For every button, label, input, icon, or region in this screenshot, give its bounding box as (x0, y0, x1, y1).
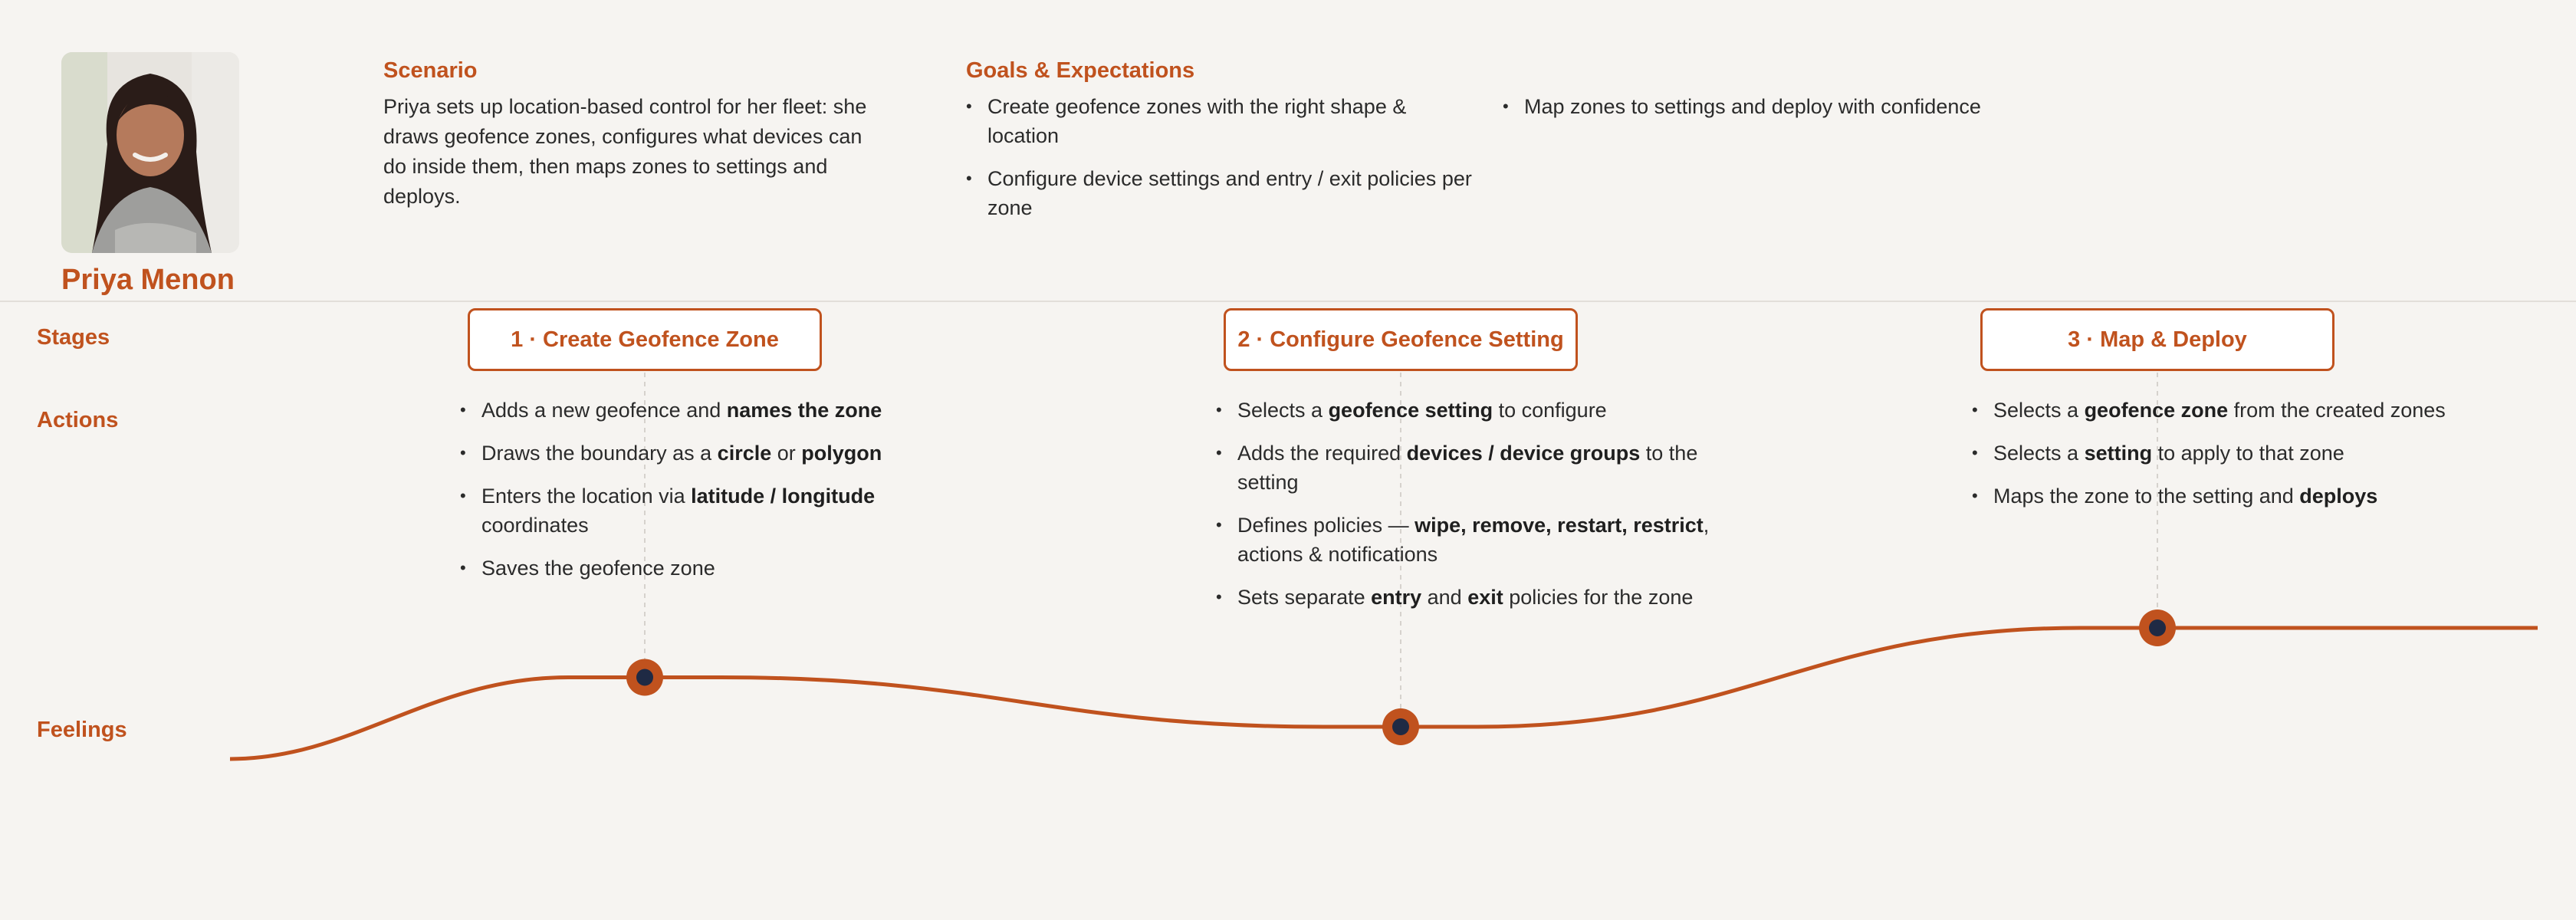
stage-3-actions (1972, 396, 2524, 524)
goals-title: Goals & Expectations (966, 58, 1195, 83)
row-label-actions: Actions (37, 408, 119, 432)
row-label-feelings: Feelings (37, 718, 127, 742)
stage-1-box: 1 · Create Geofence Zone (468, 308, 822, 371)
persona-name: Priya Menon (61, 264, 235, 296)
action-item: • Sets separate entry and exit policies for the zone (1216, 583, 1745, 612)
feeling-marker (2139, 610, 2176, 646)
action-item: • Adds a new geofence and names the zone (460, 396, 935, 425)
action-item: • Enters the location via latitude / longitude coordinates (460, 481, 935, 540)
stage-2-box: 2 · Configure Geofence Setting (1224, 308, 1578, 371)
stage-3-box: 3 · Map & Deploy (1980, 308, 2334, 371)
goal-item: • Map zones to settings and deploy with confidence (1503, 92, 2085, 121)
action-item: • Saves the geofence zone (460, 554, 935, 583)
action-item: • Selects a setting to apply to that zone (1972, 439, 2524, 468)
action-item: • Selects a geofence zone from the created zones (1972, 396, 2524, 425)
feeling-marker (626, 659, 663, 696)
stage-2-actions (1216, 396, 1745, 626)
feeling-marker (1382, 708, 1419, 745)
scenario-title: Scenario (383, 58, 478, 83)
action-item: • Draws the boundary as a circle or polygon (460, 439, 935, 468)
row-label-stages: Stages (37, 325, 110, 350)
goal-item: • Configure device settings and entry / exit policies per zone (966, 164, 1472, 222)
feeling-curve (230, 628, 2538, 759)
scenario-text: Priya sets up location-based control for her fleet: she draws geofence zones, configures what devices can do inside them, then maps zones to settings and deploys. (383, 95, 867, 208)
action-item: • Defines policies — wipe, remove, restart, restrict, actions & notifications (1216, 511, 1745, 569)
action-item: • Adds the required devices / device groups to the setting (1216, 439, 1745, 497)
stage-1-actions (460, 396, 935, 596)
goal-item: • Create geofence zones with the right shape & location (966, 92, 1472, 150)
action-item: • Selects a geofence setting to configure (1216, 396, 1745, 425)
action-item: • Maps the zone to the setting and deploys (1972, 481, 2524, 511)
